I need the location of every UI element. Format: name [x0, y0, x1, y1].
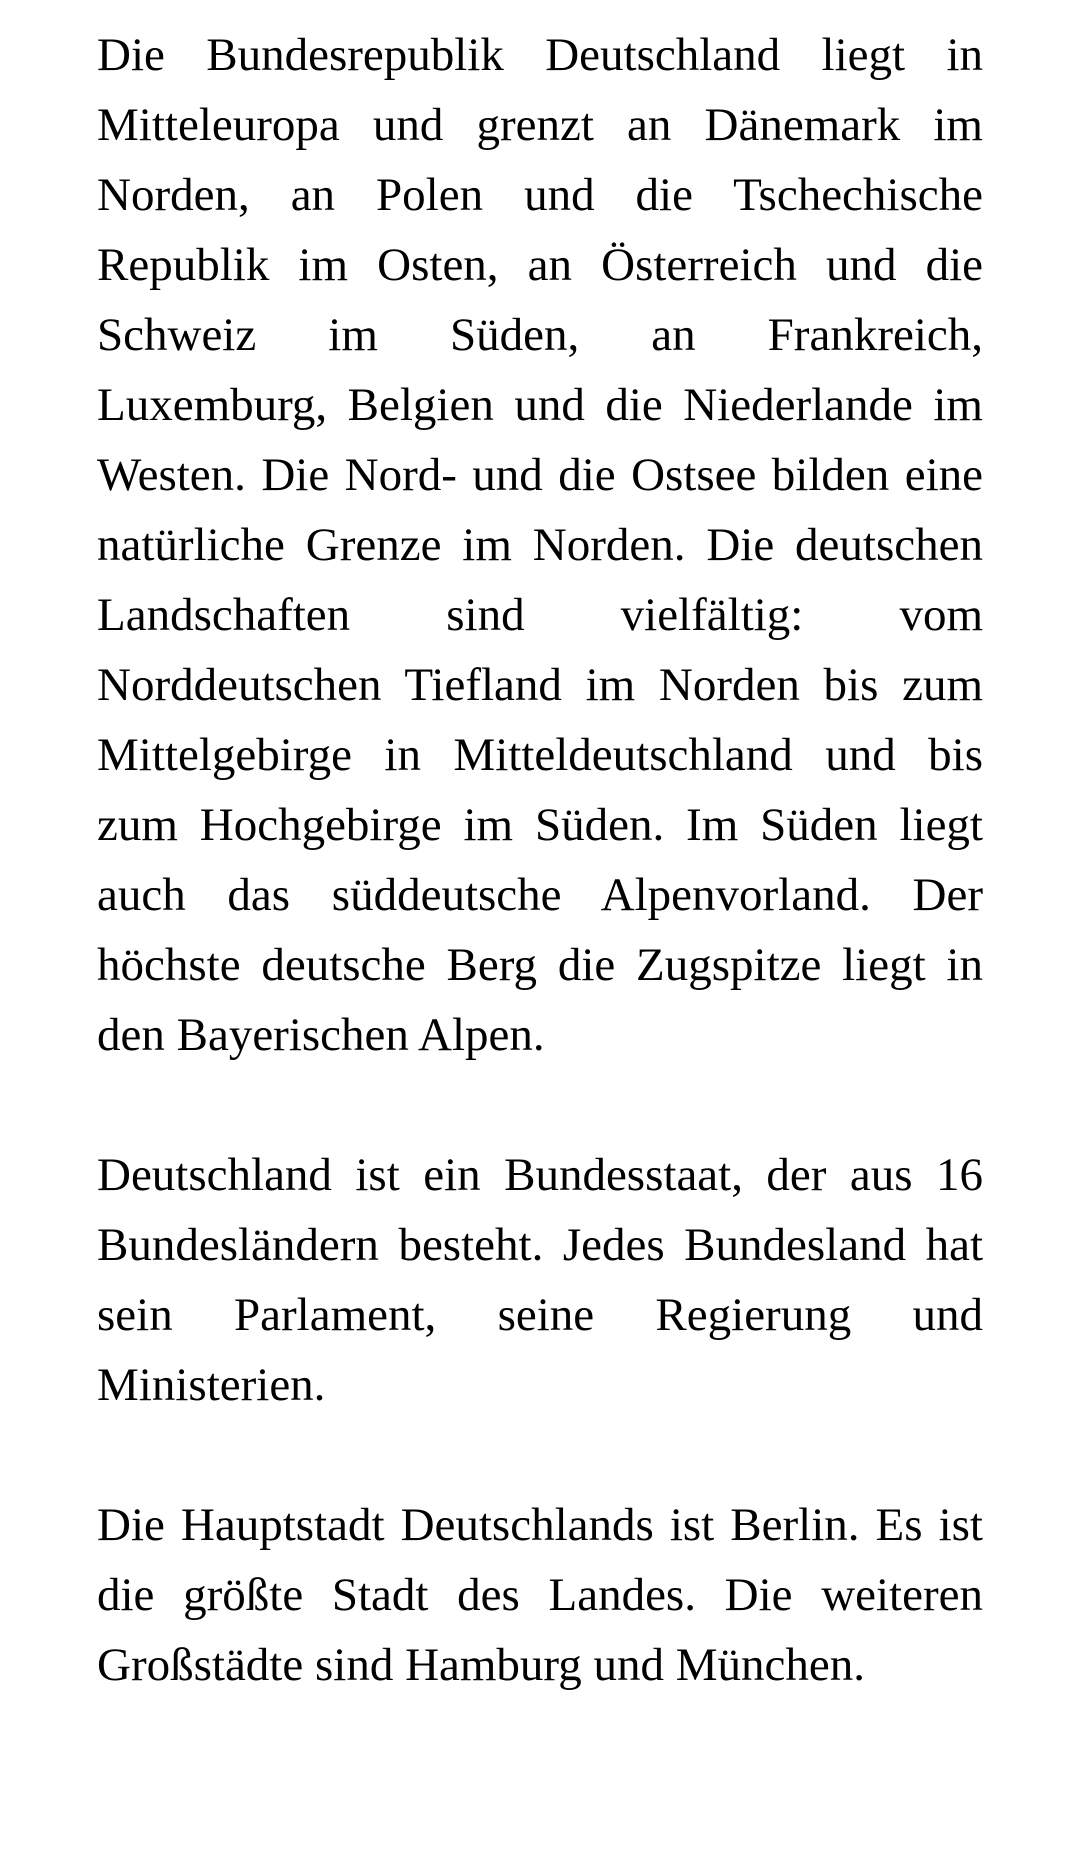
paragraph-geography: Die Bundesrepublik Deutschland liegt in Mitteleuropa und grenzt an Dänemark im Norden, an Polen und die Tschechische Republik im Osten, an Österreich und die Schweiz im Süden, an Frankreich, Luxemburg, Belgien und die Niederlande im Westen. Die Nord- und die Ostsee bilden eine natürliche Grenze im Norden. Die deutschen Landschaften sind vielfältig: vom Norddeutschen Tiefland im Norden bis zum Mittelgebirge in Mitteldeutschland und bis zum Hochgebirge im Süden. Im Süden liegt auch das süddeutsche Alpenvorland. Der höchste deutsche Berg die Zugspitze liegt in den Bayerischen Alpen.	[97, 29, 983, 1061]
paragraph-federal-states: Deutschland ist ein Bundesstaat, der aus 16 Bundesländern besteht. Jedes Bundesland hat sein Parlament, seine Regierung und Ministerien.	[97, 1149, 983, 1411]
paragraph-capital: Die Hauptstadt Deutschlands ist Berlin. Es ist die größte Stadt des Landes. Die weiteren Großstädte sind Hamburg und München.	[97, 1499, 983, 1691]
document-body	[97, 20, 983, 1700]
